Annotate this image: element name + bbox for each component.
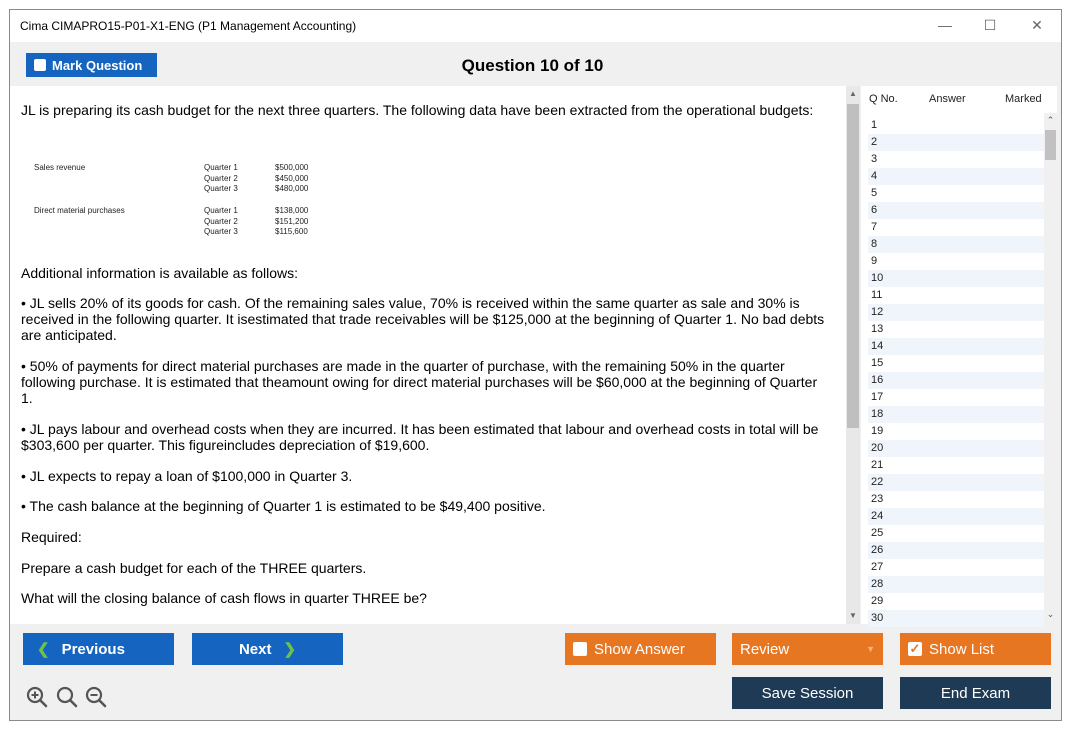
mark-question-label: Mark Question <box>52 57 143 73</box>
next-button[interactable] <box>192 633 343 665</box>
question-list-item[interactable]: 13 <box>871 323 884 335</box>
bullet-sales: • JL sells 20% of its goods for cash. Of the remaining sales value, 70% is received within the same quarter as sale and 30% is received in the following quarter. It isestimated that trade receivables will be $125,000 at the beginning of Quarter 1. No bad debts are anticipated. <box>21 295 825 343</box>
question-counter: Question 10 of 10 <box>461 56 604 75</box>
question-list-item[interactable]: 26 <box>868 542 1044 559</box>
question-list-item[interactable]: 18 <box>868 406 1044 423</box>
zoom-out-icon[interactable] <box>84 685 108 709</box>
close-icon[interactable]: ✕ <box>1031 17 1043 33</box>
checkmark-icon: ✓ <box>909 641 921 656</box>
table-cell: Quarter 1 <box>204 206 238 215</box>
question-list-item[interactable]: 5 <box>871 187 878 199</box>
show-answer-button[interactable] <box>565 633 716 665</box>
table-cell: $480,000 <box>275 184 309 194</box>
bullet-materials: • 50% of payments for direct material purchases are made in the quarter of purchase, with the remaining 50% in the quarter following purchase. It is estimated that theamount owing for direct material purchases will be $60,000 at the beginning of Quarter 1. <box>21 358 818 406</box>
question-prompt: What will the closing balance of cash flows in quarter THREE be? <box>21 590 427 606</box>
marked-header: Marked <box>1005 93 1042 105</box>
question-rows <box>868 117 1044 627</box>
end-exam-button[interactable] <box>900 677 1051 709</box>
next-label: Next <box>238 640 272 658</box>
additional-info: Additional information is available as follows: <box>21 265 299 281</box>
content-scrollbar[interactable] <box>846 86 860 624</box>
scroll-thumb[interactable] <box>847 104 859 428</box>
app-window <box>9 9 1062 721</box>
toolbar <box>10 42 1061 86</box>
table-cell: Quarter 1 <box>204 163 238 172</box>
bullet-loan: • JL expects to repay a loan of $100,000 in Quarter 3. <box>21 468 353 484</box>
question-list-item[interactable]: 25 <box>871 527 884 539</box>
question-list-item[interactable]: 10 <box>868 270 1044 287</box>
question-list-item[interactable]: 30 <box>868 610 1044 627</box>
question-list-item[interactable]: 29 <box>871 595 884 607</box>
scroll-up-icon[interactable]: ▲ <box>849 89 857 98</box>
minimize-icon[interactable]: — <box>938 17 952 33</box>
sales-label: Sales revenue <box>34 163 86 172</box>
question-list-item[interactable]: 14 <box>868 338 1044 355</box>
question-list-item[interactable]: 9 <box>871 255 878 267</box>
question-list-item[interactable]: 27 <box>871 561 884 573</box>
question-list-item[interactable]: 2 <box>868 134 1044 151</box>
chevron-down-icon: ▼ <box>866 644 875 654</box>
question-list-item[interactable]: 17 <box>871 391 884 403</box>
list-scroll-thumb[interactable] <box>1045 130 1056 160</box>
question-list-item[interactable]: 3 <box>871 153 878 165</box>
question-list-item[interactable]: 11 <box>871 289 883 301</box>
end-exam-label: End Exam <box>940 684 1011 702</box>
question-list-item[interactable]: 24 <box>868 508 1044 525</box>
table-cell: $500,000 <box>275 163 309 172</box>
checkbox-icon <box>573 642 587 656</box>
question-list-item[interactable]: 4 <box>868 168 1044 185</box>
table-cell: Quarter 2 <box>204 216 238 226</box>
window-title: Cima CIMAPRO15-P01-X1-ENG (P1 Management Accounting) <box>20 19 357 33</box>
table-cell: Quarter 2 <box>204 173 238 183</box>
show-list-button[interactable] <box>900 633 1051 665</box>
question-content <box>10 86 846 624</box>
chevron-right-icon: ❯ <box>283 641 297 658</box>
qno-header: Q No. <box>869 93 898 105</box>
zoom-in-icon[interactable] <box>25 685 49 709</box>
title-bar <box>10 10 1061 42</box>
materials-quarters <box>204 206 238 238</box>
save-session-button[interactable] <box>732 677 883 709</box>
answer-header: Answer <box>929 93 966 105</box>
search-icon[interactable] <box>55 685 79 709</box>
sales-quarters <box>204 163 238 195</box>
question-list-item[interactable]: 23 <box>871 493 884 505</box>
table-cell: $138,000 <box>275 206 309 215</box>
chevron-down-icon[interactable]: ⌄ <box>1046 609 1055 619</box>
review-dropdown[interactable] <box>732 633 883 665</box>
chevron-up-icon[interactable]: ⌃ <box>1046 115 1055 125</box>
materials-amounts <box>275 206 308 238</box>
question-list-item[interactable]: 19 <box>871 425 884 437</box>
question-list <box>861 86 1057 624</box>
question-list-item[interactable]: 28 <box>868 576 1044 593</box>
table-cell: $450,000 <box>275 173 309 183</box>
show-list-label: Show List <box>929 640 995 658</box>
question-list-item[interactable]: 22 <box>868 474 1044 491</box>
table-cell: $151,200 <box>275 216 309 226</box>
save-session-label: Save Session <box>761 684 854 702</box>
table-cell: Quarter 3 <box>204 184 238 194</box>
show-answer-label: Show Answer <box>594 640 685 658</box>
bullet-cash-balance: • The cash balance at the beginning of Quarter 1 is estimated to be $49,400 positive. <box>21 498 546 514</box>
required-label: Required: <box>21 529 82 545</box>
review-label: Review <box>740 640 790 658</box>
question-list-item[interactable]: 16 <box>868 372 1044 389</box>
question-list-item[interactable]: 15 <box>871 357 884 369</box>
question-intro: JL is preparing its cash budget for the next three quarters. The following data have been extracted from the operational budgets: <box>21 102 814 118</box>
maximize-icon[interactable]: ☐ <box>983 17 997 33</box>
question-list-item[interactable]: 6 <box>868 202 1044 219</box>
question-list-item[interactable]: 20 <box>868 440 1044 457</box>
scroll-down-icon[interactable]: ▼ <box>849 611 857 620</box>
question-list-item[interactable]: 8 <box>868 236 1044 253</box>
table-cell: $115,600 <box>275 227 308 237</box>
materials-label: Direct material purchases <box>34 206 125 215</box>
question-list-item[interactable]: 1 <box>871 119 878 131</box>
list-scrollbar[interactable] <box>1044 113 1057 624</box>
chevron-left-icon: ❮ <box>37 641 50 658</box>
task-text: Prepare a cash budget for each of the THREE quarters. <box>21 560 367 576</box>
question-list-item[interactable]: 7 <box>871 221 878 233</box>
table-cell: Quarter 3 <box>204 227 238 237</box>
bullet-labour: • JL pays labour and overhead costs when they are incurred. It has been estimated that labour and overhead costs in total will be $303,600 per quarter. This figureincludes depreciation of $19,600. <box>21 421 819 453</box>
previous-label: Previous <box>61 640 125 658</box>
question-list-item[interactable]: 21 <box>871 459 884 471</box>
sales-amounts <box>275 163 308 195</box>
question-list-item[interactable]: 12 <box>868 304 1044 321</box>
previous-button[interactable] <box>23 633 174 665</box>
